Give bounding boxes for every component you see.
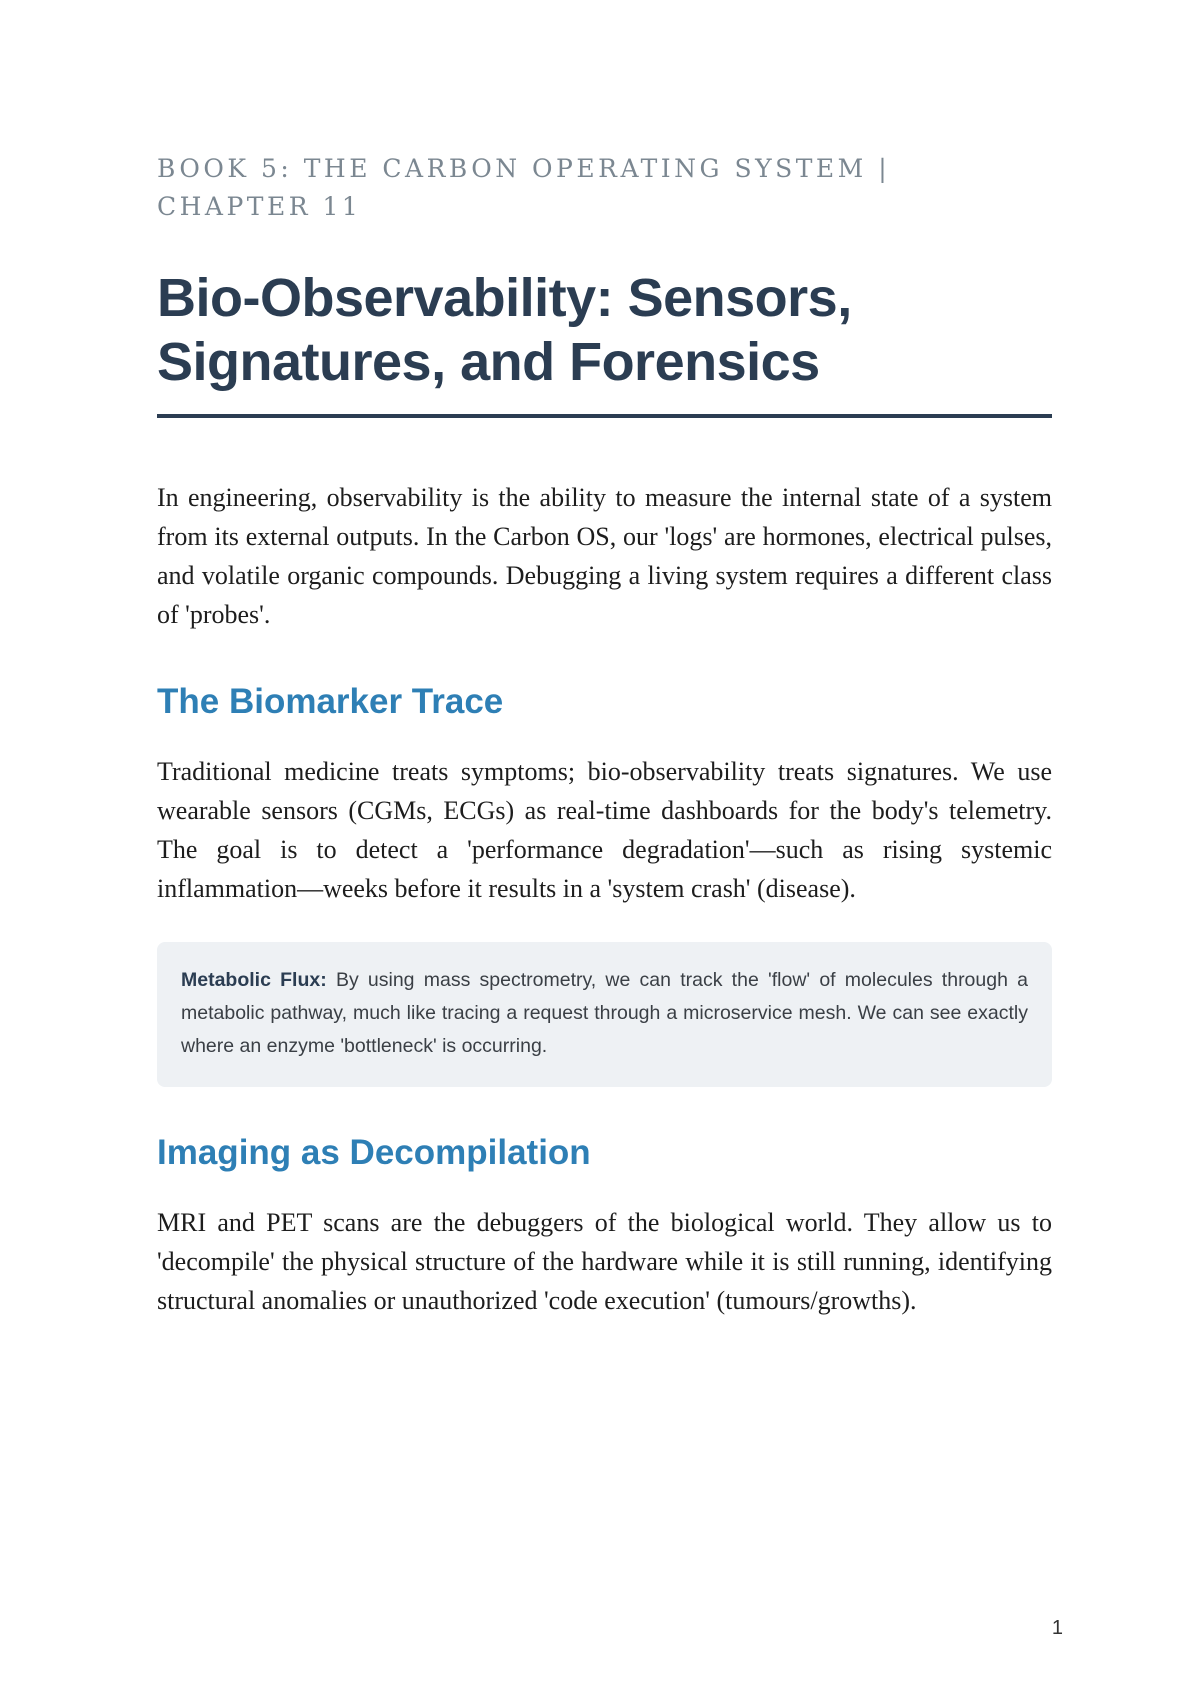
page-number: 1 bbox=[1051, 1617, 1063, 1639]
intro-paragraph: In engineering, observability is the ability to measure the internal state of a system from its external outputs. In the Carbon OS, our 'logs' are hormones, electrical pulses, and volatile organic compounds. Debugging a living system requires a different class of 'probes'. bbox=[157, 483, 1052, 629]
section-heading-imaging-decompilation: Imaging as Decompilation bbox=[157, 1133, 591, 1172]
callout-label: Metabolic Flux: bbox=[181, 969, 327, 991]
page-title: Bio-Observability: Sensors, Signatures, and Forensics bbox=[157, 268, 852, 392]
document-page bbox=[157, 150, 1052, 1320]
imaging-paragraph: MRI and PET scans are the debuggers of the biological world. They allow us to 'decompile' the physical structure of the hardware while it is still running, identifying structural anomalies or unauthorized 'code execution' (tumours/growths). bbox=[157, 1208, 1052, 1315]
title-divider bbox=[157, 414, 1052, 418]
metabolic-flux-callout bbox=[157, 942, 1052, 1087]
callout-text: By using mass spectrometry, we can track the 'flow' of molecules through a metabolic pathway, much like tracing a request through a microservice mesh. We can see exactly where an enzyme 'bottleneck' is occurring. bbox=[181, 969, 1028, 1057]
chapter-kicker: BOOK 5: THE CARBON OPERATING SYSTEM | CHAPTER 11 bbox=[157, 154, 891, 221]
section-heading-biomarker-trace: The Biomarker Trace bbox=[157, 682, 504, 721]
biomarker-paragraph: Traditional medicine treats symptoms; bio-observability treats signatures. We use wearable sensors (CGMs, ECGs) as real-time dashboards for the body's telemetry. The goal is to detect a 'performance degradation'—such as rising systemic inflammation—weeks before it results in a 'system crash' (disease). bbox=[157, 757, 1052, 903]
